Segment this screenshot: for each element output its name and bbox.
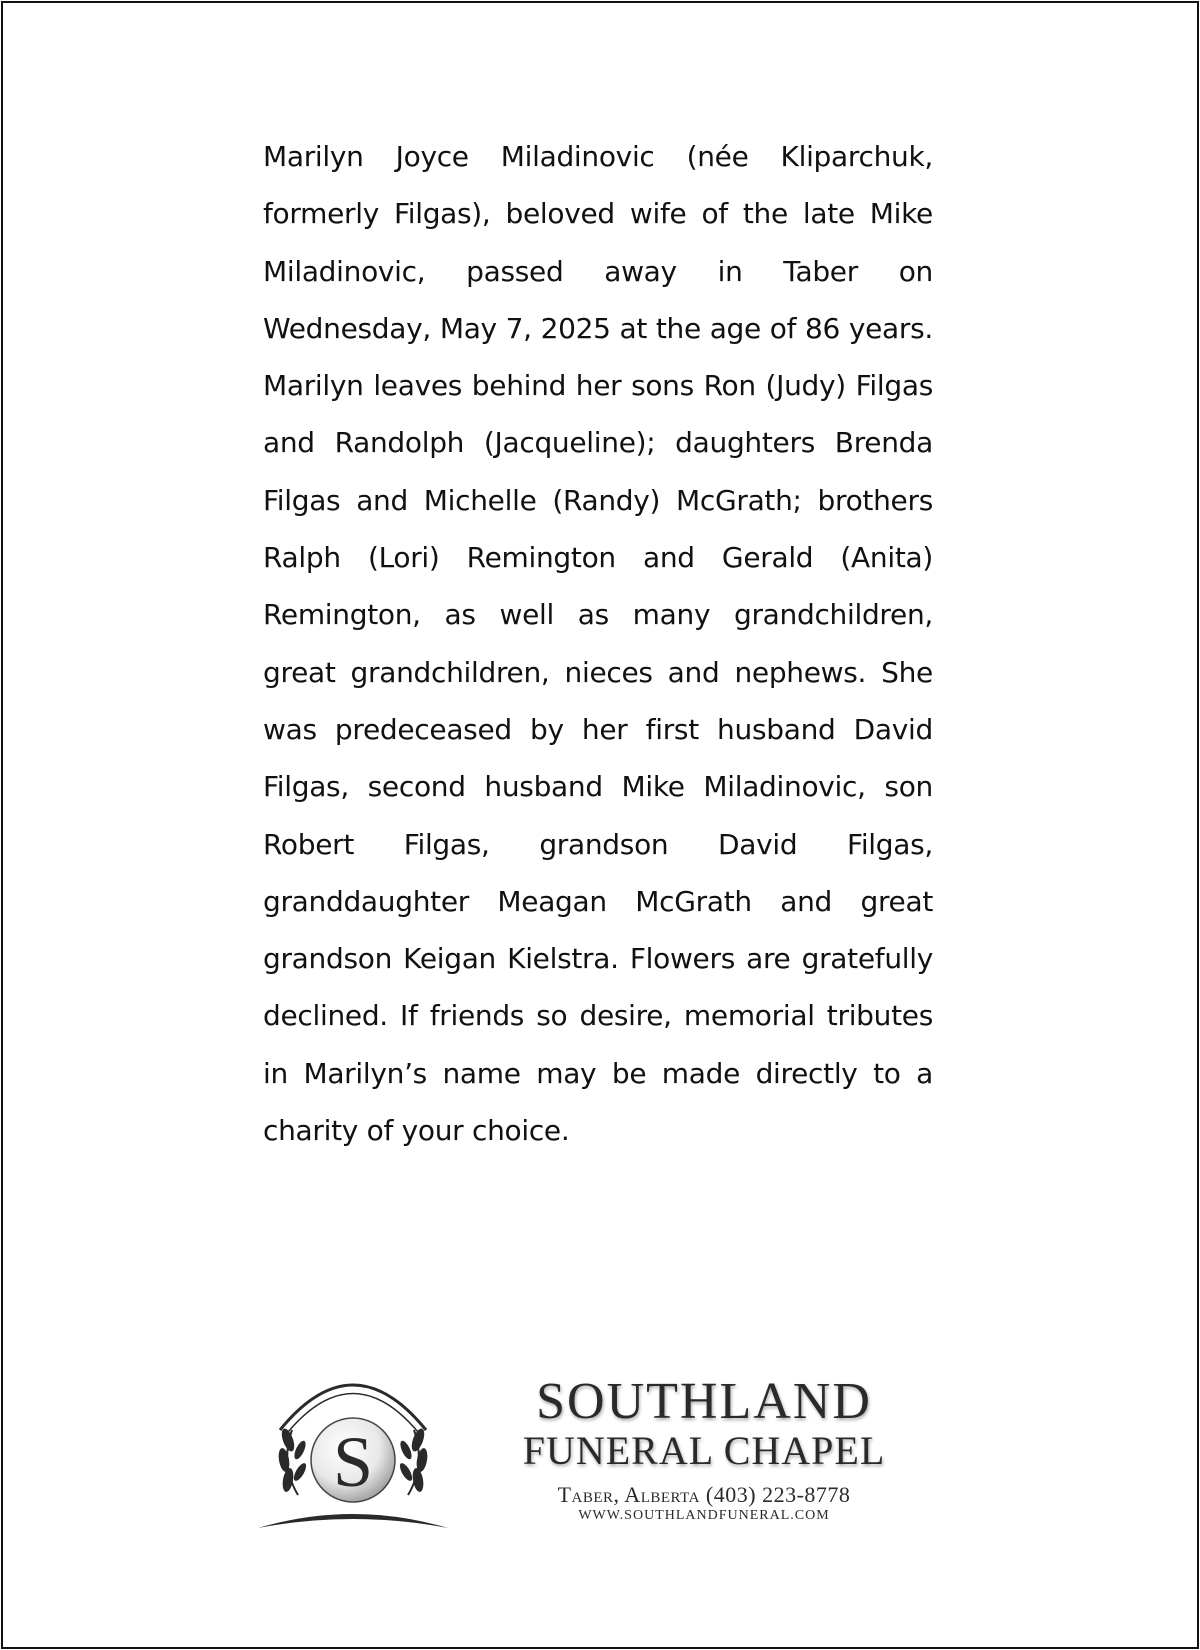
laurel-branch-icon (398, 1427, 429, 1495)
obituary-text: Marilyn Joyce Miladinovic (née Kliparchuk, formerly Filgas), beloved wife of the late Mike Miladinovic, passed away in Taber on Wednesday, May 7, 2025 at the age of 86 years. Marilyn leaves behind her sons Ron (Judy) Filgas and Randolph (Jacqueline); daughters Brenda Filgas and Michelle (Randy) McGrath; brothers Ralph (Lori) Remington and Gerald (Anita) Remington, as well as many grandchildren, great grandchildren, nieces and nephews. She was predeceased by her first husband David Filgas, second husband Mike Miladinovic, son Robert Filgas, grandson David Filgas, granddaughter Meagan McGrath and great grandson Keigan Kielstra. Flowers are gratefully declined. If friends so desire, memorial tributes in Marilyn’s name may be made directly to a charity of your choice. (263, 140, 933, 1148)
logo-letter: S (332, 1422, 374, 1502)
funeral-home-website: WWW.SOUTHLANDFUNERAL.COM (578, 1508, 830, 1523)
funeral-home-subtitle: FUNERAL CHAPEL (522, 1428, 886, 1473)
swoosh-icon (258, 1514, 448, 1528)
funeral-home-contact: Taber, Alberta (403) 223-8778 (557, 1482, 851, 1507)
laurel-branch-icon (277, 1427, 308, 1495)
funeral-home-name: SOUTHLAND (536, 1373, 872, 1430)
funeral-home-logo (258, 1360, 458, 1540)
logo-emblem (258, 1360, 458, 1540)
funeral-home-wordmark (484, 1375, 924, 1525)
